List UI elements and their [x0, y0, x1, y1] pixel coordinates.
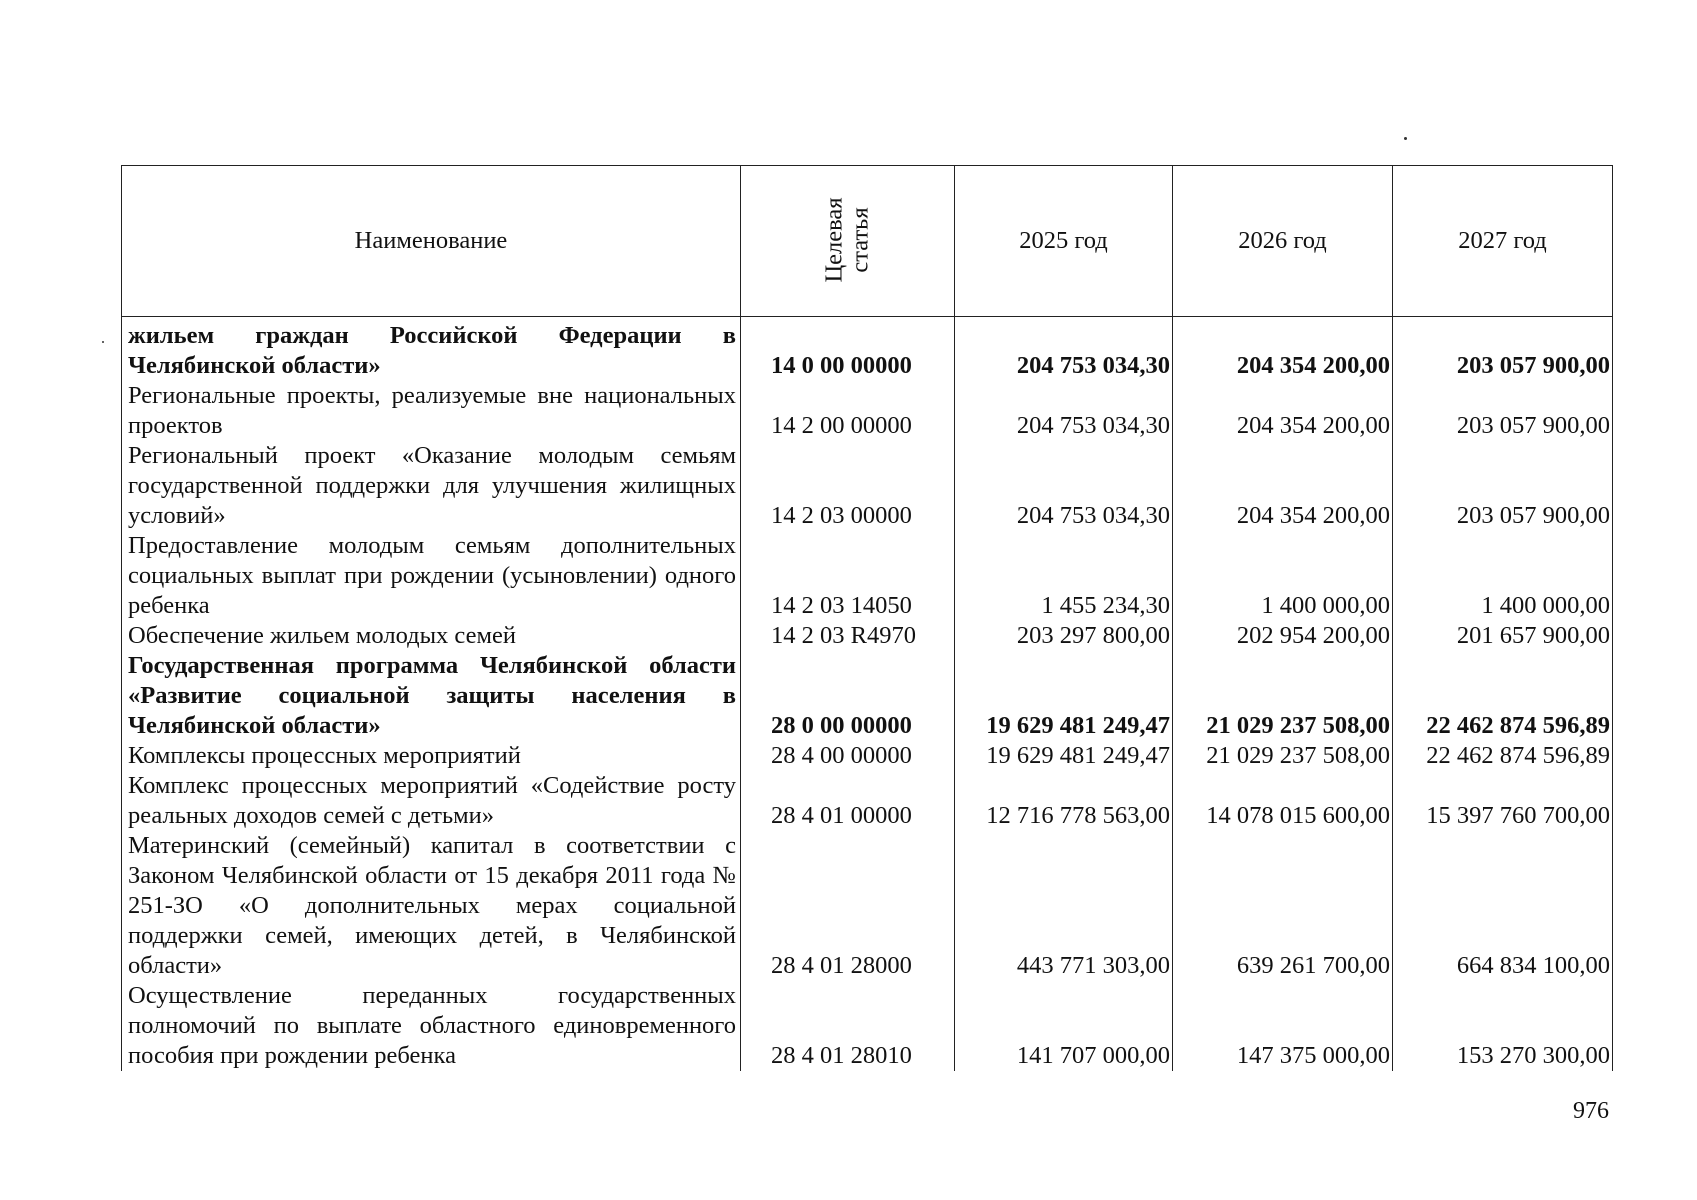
row-target-article: 14 2 03 00000 [741, 441, 955, 531]
budget-table [121, 165, 1613, 1071]
row-target-article: 14 2 00 00000 [741, 381, 955, 441]
header-row [122, 166, 1613, 317]
table-row [122, 621, 1613, 651]
row-value-2026: 21 029 237 508,00 [1173, 651, 1393, 741]
table-row [122, 831, 1613, 981]
row-target-article: 14 2 03 R4970 [741, 621, 955, 651]
table-header [122, 166, 1613, 317]
row-value-2025: 1 455 234,30 [955, 531, 1173, 621]
scan-speck [1404, 137, 1407, 140]
header-name: Наименование [122, 166, 741, 317]
header-year-2027: 2027 год [1393, 166, 1613, 317]
table-row [122, 531, 1613, 621]
header-year-2025: 2025 год [955, 166, 1173, 317]
row-value-2025: 204 753 034,30 [955, 381, 1173, 441]
row-value-2027: 664 834 100,00 [1393, 831, 1613, 981]
row-value-2026: 204 354 200,00 [1173, 441, 1393, 531]
row-value-2026: 204 354 200,00 [1173, 381, 1393, 441]
header-year-2026: 2026 год [1173, 166, 1393, 317]
row-value-2027: 203 057 900,00 [1393, 441, 1613, 531]
row-target-article: 28 0 00 00000 [741, 651, 955, 741]
row-target-article: 28 4 00 00000 [741, 741, 955, 771]
row-value-2027: 203 057 900,00 [1393, 381, 1613, 441]
row-target-article: 28 4 01 28000 [741, 831, 955, 981]
row-value-2027: 15 397 760 700,00 [1393, 771, 1613, 831]
row-value-2027: 201 657 900,00 [1393, 621, 1613, 651]
row-target-article: 14 0 00 00000 [741, 317, 955, 382]
row-name: Материнский (семейный) капитал в соответствии с Законом Челябинской области от 15 декабря 2011 года № 251-ЗО «О дополнительных мерах социальной поддержки семей, имеющих детей, в Челябинской области» [122, 831, 741, 981]
row-value-2025: 203 297 800,00 [955, 621, 1173, 651]
table-row [122, 771, 1613, 831]
table-row [122, 651, 1613, 741]
row-name: Региональные проекты, реализуемые вне национальных проектов [122, 381, 741, 441]
row-value-2026: 147 375 000,00 [1173, 981, 1393, 1071]
table-body [122, 317, 1613, 1072]
row-value-2025: 204 753 034,30 [955, 441, 1173, 531]
row-value-2025: 12 716 778 563,00 [955, 771, 1173, 831]
header-target-article-line1: Целевая [820, 197, 848, 283]
header-target-article-label [822, 197, 874, 282]
row-name: жильем граждан Российской Федерации в Челябинской области» [122, 317, 741, 382]
row-value-2027: 22 462 874 596,89 [1393, 741, 1613, 771]
row-value-2026: 202 954 200,00 [1173, 621, 1393, 651]
header-target-article [741, 166, 955, 317]
row-value-2026: 21 029 237 508,00 [1173, 741, 1393, 771]
row-value-2025: 141 707 000,00 [955, 981, 1173, 1071]
row-name: Комплекс процессных мероприятий «Содействие росту реальных доходов семей с детьми» [122, 771, 741, 831]
row-value-2027: 153 270 300,00 [1393, 981, 1613, 1071]
row-value-2026: 639 261 700,00 [1173, 831, 1393, 981]
row-target-article: 28 4 01 00000 [741, 771, 955, 831]
row-value-2027: 203 057 900,00 [1393, 317, 1613, 382]
scan-speck [102, 341, 104, 343]
row-name: Государственная программа Челябинской области «Развитие социальной защиты населения в Челябинской области» [122, 651, 741, 741]
row-name: Предоставление молодым семьям дополнительных социальных выплат при рождении (усыновлении) одного ребенка [122, 531, 741, 621]
page-number: 976 [1573, 1098, 1609, 1124]
row-value-2025: 19 629 481 249,47 [955, 651, 1173, 741]
row-value-2026: 1 400 000,00 [1173, 531, 1393, 621]
table-row [122, 441, 1613, 531]
table-row [122, 741, 1613, 771]
row-value-2027: 1 400 000,00 [1393, 531, 1613, 621]
row-name: Комплексы процессных мероприятий [122, 741, 741, 771]
row-value-2027: 22 462 874 596,89 [1393, 651, 1613, 741]
table-row [122, 381, 1613, 441]
row-value-2026: 204 354 200,00 [1173, 317, 1393, 382]
row-value-2026: 14 078 015 600,00 [1173, 771, 1393, 831]
row-target-article: 28 4 01 28010 [741, 981, 955, 1071]
row-value-2025: 204 753 034,30 [955, 317, 1173, 382]
row-value-2025: 443 771 303,00 [955, 831, 1173, 981]
row-name: Обеспечение жильем молодых семей [122, 621, 741, 651]
header-target-article-line2: статья [846, 207, 874, 273]
row-value-2025: 19 629 481 249,47 [955, 741, 1173, 771]
table-row [122, 317, 1613, 382]
row-target-article: 14 2 03 14050 [741, 531, 955, 621]
row-name: Осуществление переданных государственных полномочий по выплате областного единовременного пособия при рождении ребенка [122, 981, 741, 1071]
table-row [122, 981, 1613, 1071]
row-name: Региональный проект «Оказание молодым семьям государственной поддержки для улучшения жилищных условий» [122, 441, 741, 531]
